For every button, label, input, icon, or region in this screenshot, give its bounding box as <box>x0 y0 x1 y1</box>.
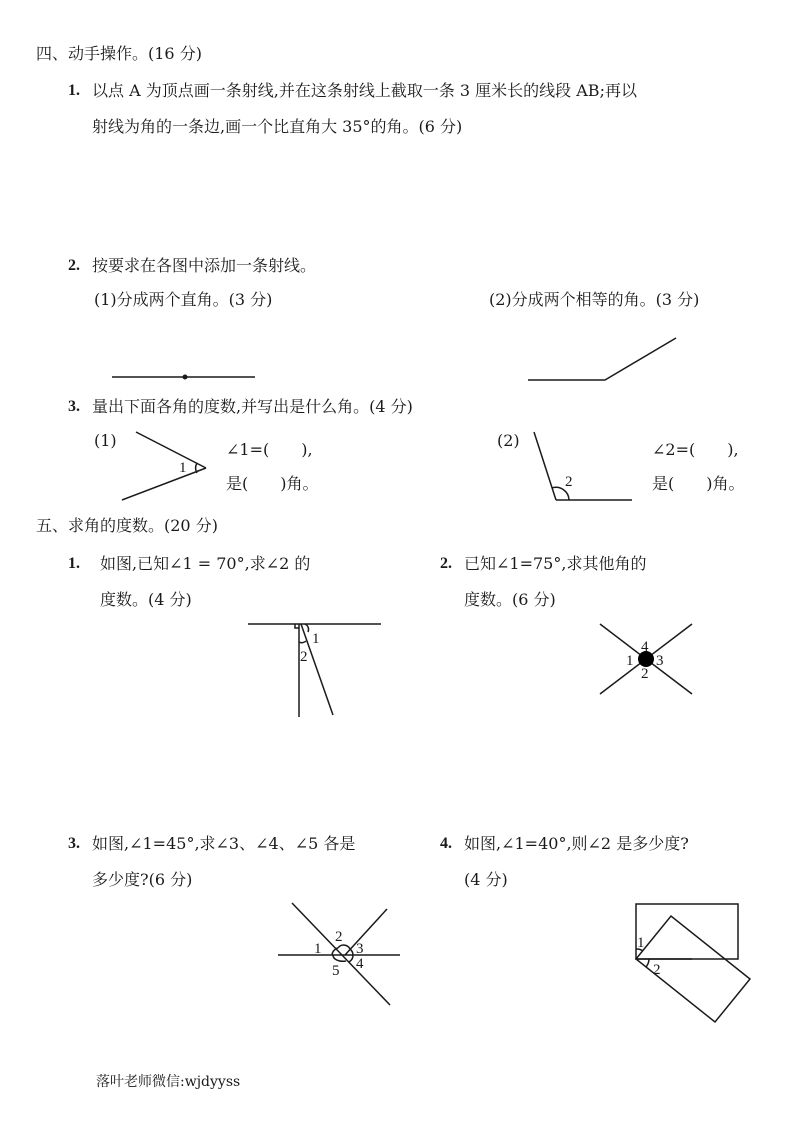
descending-line <box>292 903 390 1005</box>
figure-5-4 <box>620 890 770 1030</box>
q5-1-text-line2: 度数。(4 分) <box>100 590 192 609</box>
angle-2-type-blank[interactable]: 是( )角。 <box>652 474 745 493</box>
vertex-point <box>183 375 188 380</box>
q5-1-text-line1: 如图,已知∠1 = 70°,求∠2 的 <box>100 554 311 573</box>
figure-5-3 <box>270 895 410 1015</box>
angle-2-arc <box>646 959 649 967</box>
figure-5-1 <box>240 610 400 730</box>
angle-2-label: 2 <box>565 474 573 490</box>
obtuse-angle-figure <box>520 330 680 390</box>
angle-label-4: 4 <box>356 956 364 972</box>
angle-label-2: 2 <box>300 649 308 665</box>
angle-label-1: 1 <box>314 941 322 957</box>
angle-4-arc <box>349 955 353 962</box>
q4-1-number: 1. <box>68 82 80 99</box>
upper-ray <box>136 432 206 468</box>
footer-contact: 落叶老师微信:wjdyyss <box>96 1074 241 1090</box>
q5-1-number: 1. <box>68 555 80 572</box>
angle-rays <box>528 338 676 380</box>
angle-2-arc <box>338 945 350 949</box>
q5-3-text-line2: 多少度?(6 分) <box>92 870 193 889</box>
rectangle-upright <box>636 904 738 959</box>
angle-label-5: 5 <box>332 963 340 979</box>
angle-1-measure-blank[interactable]: ∠1=( ), <box>226 440 313 459</box>
q4-2-number: 2. <box>68 257 80 274</box>
angle-label-4: 4 <box>641 639 649 655</box>
q5-4-text-line1: 如图,∠1=40°,则∠2 是多少度? <box>464 834 689 853</box>
q4-2-sub2: (2)分成两个相等的角。(3 分) <box>489 290 700 309</box>
q4-2-sub1: (1)分成两个直角。(3 分) <box>94 290 273 309</box>
angle-label-3: 3 <box>656 653 664 669</box>
straight-angle-figure <box>100 360 220 390</box>
q5-4-number: 4. <box>440 835 452 852</box>
angle-2-figure <box>520 420 650 510</box>
q4-3-number: 3. <box>68 398 80 415</box>
lower-ray <box>122 468 206 500</box>
angle-1-label: 1 <box>179 460 187 476</box>
q5-4-text-line2: (4 分) <box>464 870 508 889</box>
q5-3-text-line1: 如图,∠1=45°,求∠3、∠4、∠5 各是 <box>92 834 356 853</box>
angle-label-2: 2 <box>641 666 649 682</box>
section-4-heading: 四、动手操作。(16 分) <box>36 44 202 63</box>
q5-2-number: 2. <box>440 555 452 572</box>
q4-3-text: 量出下面各角的度数,并写出是什么角。(4 分) <box>92 397 413 416</box>
angle-2-measure-blank[interactable]: ∠2=( ), <box>652 440 739 459</box>
q4-1-text-line2: 射线为角的一条边,画一个比直角大 35°的角。(6 分) <box>92 117 463 136</box>
angle-1-arc <box>305 624 309 632</box>
q5-3-number: 3. <box>68 835 80 852</box>
q4-3-part2-label: (2) <box>497 431 520 450</box>
angle-1-arc <box>332 948 338 955</box>
angle-3-arc <box>350 949 353 955</box>
angle-label-3: 3 <box>356 941 364 957</box>
angle-label-1: 1 <box>312 631 320 647</box>
q4-2-text: 按要求在各图中添加一条射线。 <box>92 256 317 275</box>
ascending-ray <box>345 909 387 955</box>
angle-label-1: 1 <box>626 653 634 669</box>
angle-1-figure <box>100 420 220 510</box>
q5-2-text-line1: 已知∠1=75°,求其他角的 <box>464 554 647 573</box>
angle-arc <box>196 463 197 473</box>
angle-label-1: 1 <box>637 935 645 951</box>
slanted-ray <box>534 432 556 500</box>
figure-5-2 <box>580 610 720 710</box>
q5-2-text-line2: 度数。(6 分) <box>464 590 556 609</box>
q4-1-text-line1: 以点 A 为顶点画一条射线,并在这条射线上截取一条 3 厘米长的线段 AB;再以 <box>92 81 637 100</box>
angle-label-2: 2 <box>653 962 661 978</box>
angle-label-2: 2 <box>335 929 343 945</box>
section-5-heading: 五、求角的度数。(20 分) <box>36 516 218 535</box>
angle-1-type-blank[interactable]: 是( )角。 <box>226 474 319 493</box>
q4-3-part1-label: (1) <box>94 431 117 450</box>
angle-2-arc <box>299 641 306 643</box>
